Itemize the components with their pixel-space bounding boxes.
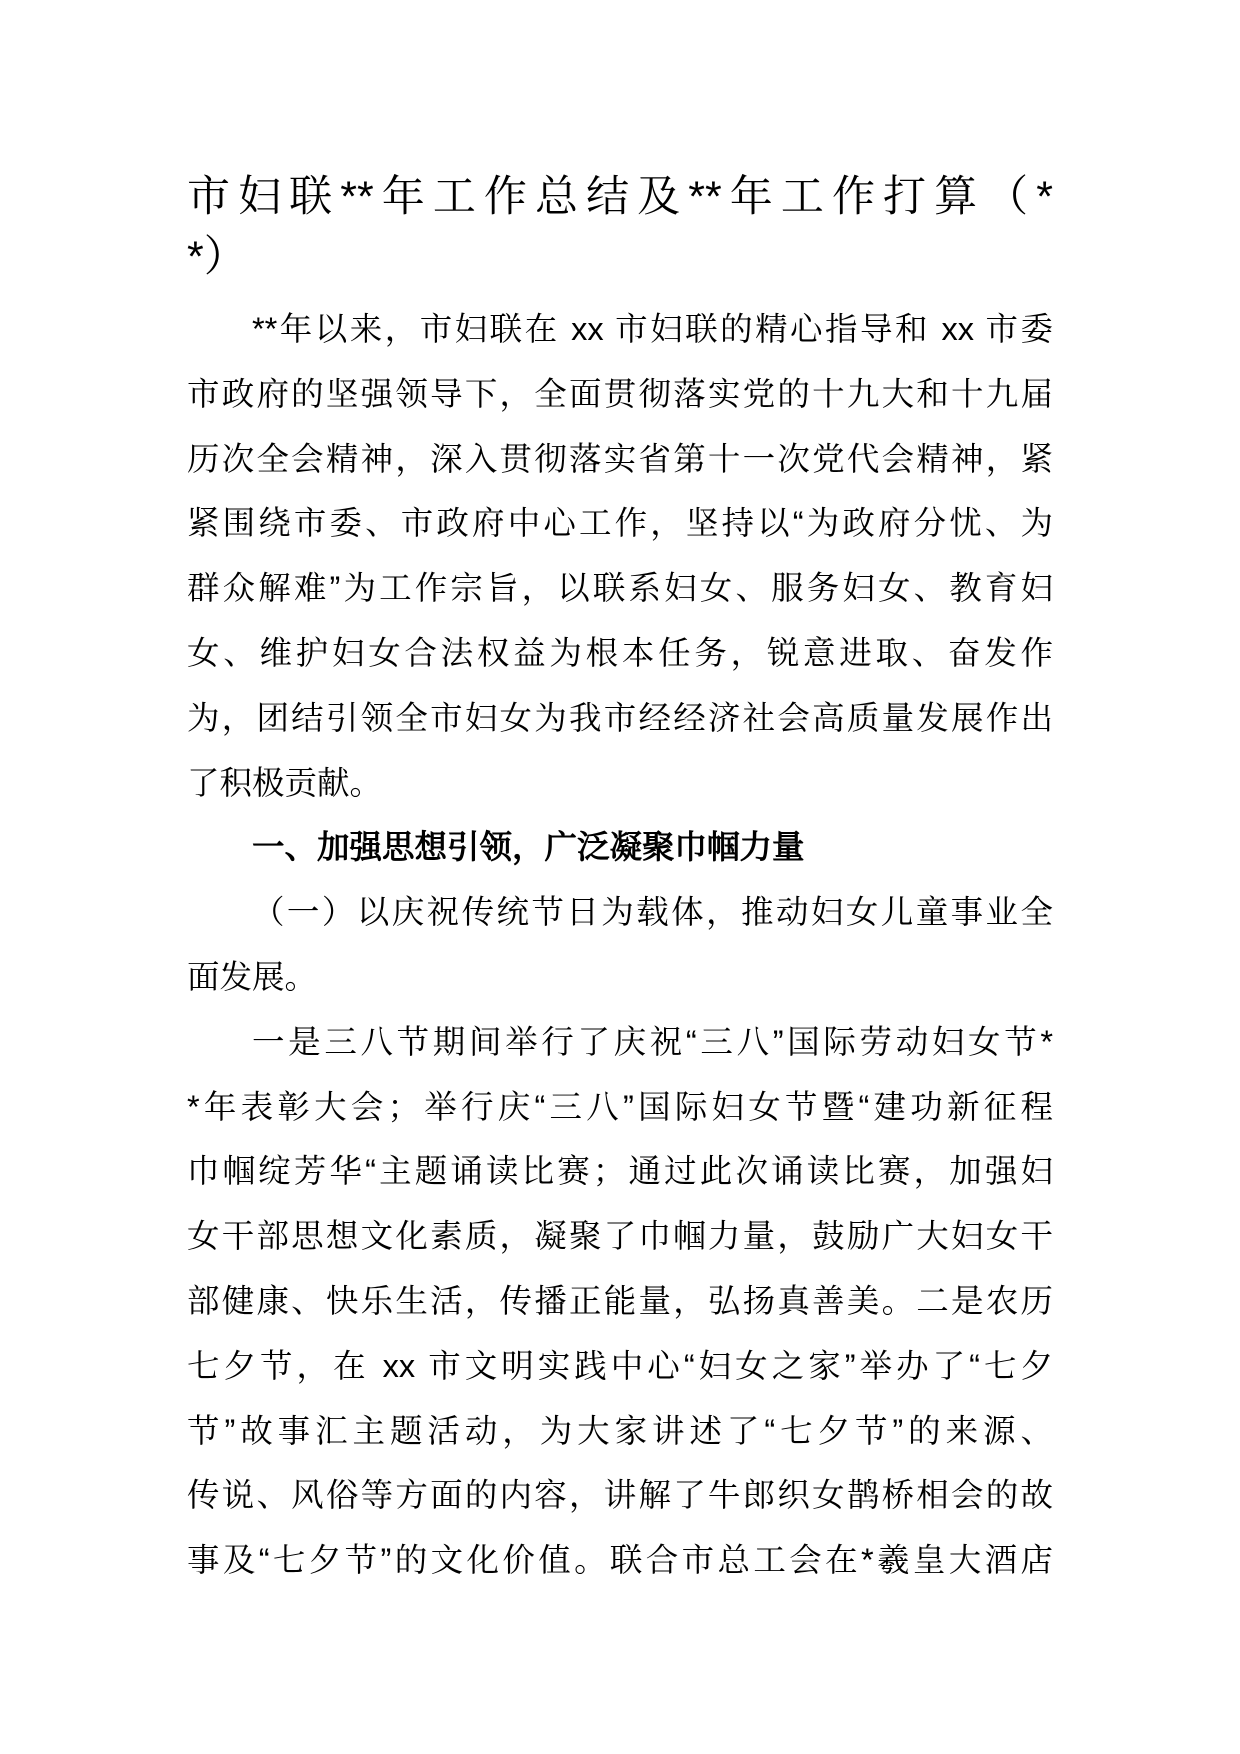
heading-line: 一、加强思想引领，广泛凝聚巾帼力量	[252, 829, 805, 866]
body-line: **年以来，市妇联在 xx 市妇联的精心指导和 xx 市委	[252, 311, 1053, 347]
title-line: 市妇联**年工作总结及**年工作打算（*	[187, 173, 1053, 221]
body-line: 紧围绕市委、市政府中心工作，坚持以“为政府分忧、为	[187, 505, 1053, 542]
paragraph	[187, 880, 1053, 1010]
body-line: 部健康、快乐生活，传播正能量，弘扬真善美。二是农历	[187, 1282, 1053, 1319]
body-line: 历次全会精神，深入贯彻落实省第十一次党代会精神，紧	[187, 440, 1053, 477]
body-line: 传说、风俗等方面的内容，讲解了牛郎织女鹊桥相会的故	[187, 1477, 1053, 1514]
document-title	[187, 167, 1053, 287]
document-content	[187, 167, 1053, 1593]
body-line: 市政府的坚强领导下，全面贯彻落实党的十九大和十九届	[187, 375, 1053, 412]
body-line: 巾帼绽芳华“主题诵读比赛；通过此次诵读比赛，加强妇	[187, 1153, 1053, 1190]
body-line: 女干部思想文化素质，凝聚了巾帼力量，鼓励广大妇女干	[187, 1218, 1053, 1255]
body-line: 事及“七夕节”的文化价值。联合市总工会在*羲皇大酒店	[187, 1542, 1053, 1579]
body-line: 一是三八节期间举行了庆祝“三八”国际劳动妇女节*	[252, 1023, 1053, 1060]
body-line: 为，团结引领全市妇女为我市经经济社会高质量发展作出	[187, 699, 1053, 736]
document-body	[187, 297, 1053, 1593]
title-line: *）	[187, 233, 247, 281]
paragraph	[187, 297, 1053, 815]
body-line: 了积极贡献。	[187, 764, 383, 801]
body-line: *年表彰大会；举行庆“三八”国际妇女节暨“建功新征程	[187, 1088, 1053, 1125]
body-line: 节”故事汇主题活动，为大家讲述了“七夕节”的来源、	[187, 1412, 1053, 1449]
body-line: 七夕节，在 xx 市文明实践中心“妇女之家”举办了“七夕	[187, 1347, 1053, 1384]
body-line: 群众解难”为工作宗旨，以联系妇女、服务妇女、教育妇	[187, 570, 1053, 607]
paragraph	[187, 1010, 1053, 1593]
body-line: 女、维护妇女合法权益为根本任务，锐意进取、奋发作	[187, 634, 1053, 671]
section-heading	[187, 815, 1053, 880]
body-line: 面发展。	[187, 958, 318, 995]
body-line: （一）以庆祝传统节日为载体，推动妇女儿童事业全	[252, 894, 1053, 931]
